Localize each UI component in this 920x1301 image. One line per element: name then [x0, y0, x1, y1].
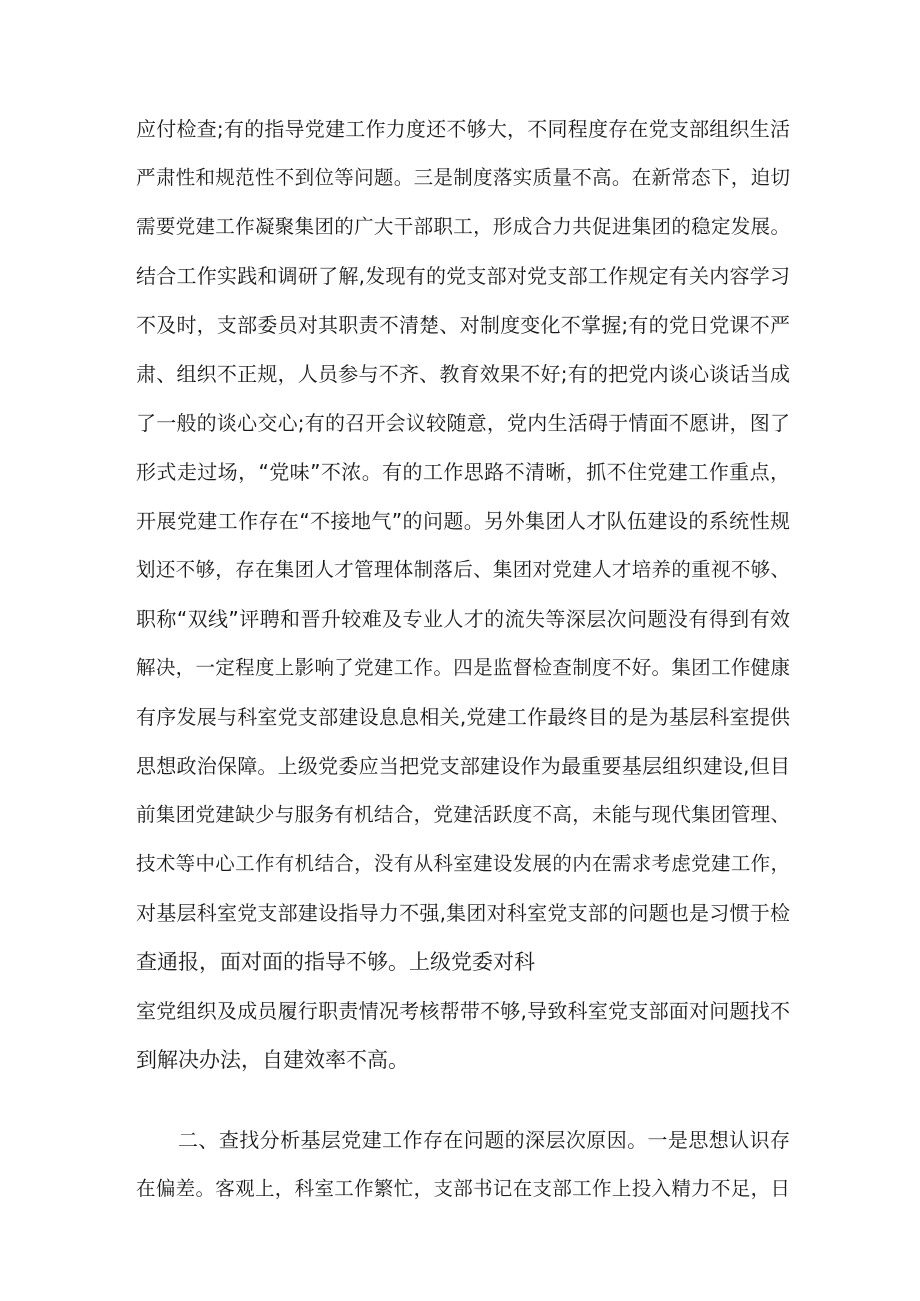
text-line: 解决，一定程度上影响了党建工作。四是监督检查制度不好。集团工作健康 [136, 656, 790, 679]
text-line: 肃、组织不正规，人员参与不齐、教育效果不好;有的把党内谈心谈话当成 [136, 362, 790, 386]
text-line: 技术等中心工作有机结合，没有从科室建设发展的内在需求考虑党建工作， [136, 852, 790, 875]
text-line: 思想政治保障。上级党委应当把党支部建设作为最重要基层组织建设,但目 [136, 754, 790, 778]
text-line: 查通报，面对面的指导不够。上级党委对科 [136, 950, 535, 974]
text-line: 需要党建工作凝聚集团的广大干部职工，形成合力共促进集团的稳定发展。 [136, 215, 790, 238]
text-line: 结合工作实践和调研了解,发现有的党支部对党支部工作规定有关内容学习 [136, 264, 790, 288]
text-line: 室党组织及成员履行职责情况考核帮带不够,导致科室党支部面对问题找不 [136, 999, 790, 1023]
text-line: 对基层科室党支部建设指导力不强,集团对科室党支部的问题也是习惯于检 [136, 901, 790, 925]
text-line: 了一般的谈心交心;有的召开会议较随意，党内生活碍于情面不愿讲，图了 [136, 411, 790, 435]
text-line: 职称“双线”评聘和晋升较难及专业人才的流失等深层次问题没有得到有效 [136, 607, 790, 631]
text-line: 到解决办法，自建效率不高。 [136, 1048, 409, 1072]
text-line: 在偏差。客观上，科室工作繁忙，支部书记在支部工作上投入精力不足，日 [136, 1177, 790, 1200]
text-line: 不及时，支部委员对其职责不清楚、对制度变化不掌握;有的党日党课不严 [136, 313, 790, 337]
text-line: 严肃性和规范性不到位等问题。三是制度落实质量不高。在新常态下，迫切 [136, 166, 790, 189]
text-line: 划还不够，存在集团人才管理体制落后、集团对党建人才培养的重视不够、 [136, 558, 790, 581]
text-line: 前集团党建缺少与服务有机结合，党建活跃度不高，未能与现代集团管理、 [136, 803, 790, 826]
text-line: 应付检查;有的指导党建工作力度还不够大，不同程度存在党支部组织生活 [136, 117, 790, 141]
text-line: 二、查找分析基层党建工作存在问题的深层次原因。一是思想认识存 [178, 1128, 790, 1152]
text-line: 开展党建工作存在“不接地气”的问题。另外集团人才队伍建设的系统性规 [136, 509, 790, 533]
text-line: 有序发展与科室党支部建设息息相关,党建工作最终目的是为基层科室提供 [136, 705, 790, 729]
text-line: 形式走过场，“党味”不浓。有的工作思路不清晰，抓不住党建工作重点， [136, 460, 790, 484]
